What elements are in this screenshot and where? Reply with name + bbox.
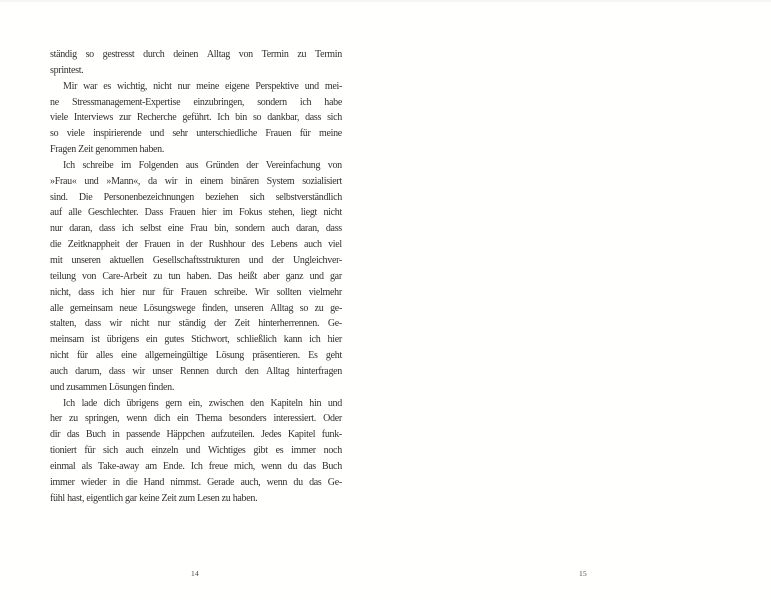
text-line-p3-l5: nur daran, dass ich selbst eine Frau bin, sondern auch daran, dass [50,223,342,235]
text-line-p4-l3: dir das Buch in passende Häppchen aufzuteilen. Jedes Kapitel funk- [50,429,342,441]
left-page [0,0,385,600]
text-line-p1-l2: sprintest. [50,64,84,76]
text-line-p3-l15: und zusammen Lösungen finden. [50,381,175,393]
text-line-p3-l11: stalten, dass wir nicht nur ständig der Zeit hinterherrennen. Ge- [50,318,342,330]
text-line-p4-l7: fühl hast, eigentlich gar keine Zeit zum Lesen zu haben. [50,492,258,504]
left-page-text [50,47,342,506]
text-line-p4-l1: Ich lade dich übrigens gern ein, zwischen den Kapiteln hin und [63,397,342,409]
text-line-p3-l7: mit unseren aktuellen Gesellschaftsstrukturen und der Ungleichver- [50,254,342,266]
text-line-p4-l4: tioniert für sich auch einzeln und Wichtiges gibt es immer noch [50,445,342,457]
text-line-p2-l5: Fragen Zeit genommen haben. [50,144,165,156]
text-line-p3-l1: Ich schreibe im Folgenden aus Gründen der Vereinfachung von [63,159,342,171]
text-line-p2-l1: Mir war es wichtig, nicht nur meine eigene Perspektive und mei- [63,80,342,92]
text-line-p4-l5: einmal als Take-away am Ende. Ich freue mich, wenn du das Buch [50,460,342,472]
text-line-p2-l4: so viele inspirierende und sehr unterschiedliche Frauen für meine [50,128,342,140]
text-line-p3-l9: nicht, dass ich hier nur für Frauen schreibe. Wir sollten vielmehr [50,286,342,298]
page-number-left: 14 [191,569,199,578]
text-line-p3-l14: auch darum, dass wir unser Rennen durch den Alltag hinterfragen [50,365,342,377]
text-line-p3-l13: nicht für alles eine allgemeingültige Lösung präsentieren. Es geht [50,350,342,362]
text-line-p3-l10: alle gemeinsam neue Lösungswege finden, unseren Alltag so zu ge- [50,302,342,314]
text-line-p3-l8: teilung von Care-Arbeit zu tun haben. Das heißt aber ganz und gar [50,270,342,282]
text-line-p3-l12: meinsam ist übrigens ein gutes Stichwort, schließlich kann ich hier [50,334,342,346]
text-line-p4-l2: her zu springen, wenn dich ein Thema besonders interessiert. Oder [50,413,342,425]
right-page [386,0,771,600]
text-line-p3-l6: die Zeitknappheit der Frauen in der Rushhour des Lebens auch viel [50,239,342,251]
text-line-p3-l2: »Frau« und »Mann«, da wir in einem binären System sozialisiert [50,175,342,187]
text-line-p3-l4: auf alle Geschlechter. Dass Frauen hier im Fokus stehen, liegt nicht [50,207,342,219]
text-line-p2-l3: viele Interviews zur Recherche geführt. Ich bin so dankbar, dass sich [50,112,342,124]
page-number-right: 15 [579,569,587,578]
text-line-p4-l6: immer wieder in die Hand nimmst. Gerade auch, wenn du das Ge- [50,476,342,488]
text-line-p2-l2: ne Stressmanagement-Expertise einzubringen, sondern ich habe [50,96,342,108]
text-line-p1-l1: ständig so gestresst durch deinen Alltag von Termin zu Termin [50,49,342,60]
text-line-p3-l3: sind. Die Personenbezeichnungen beziehen sich selbstverständlich [50,191,342,203]
